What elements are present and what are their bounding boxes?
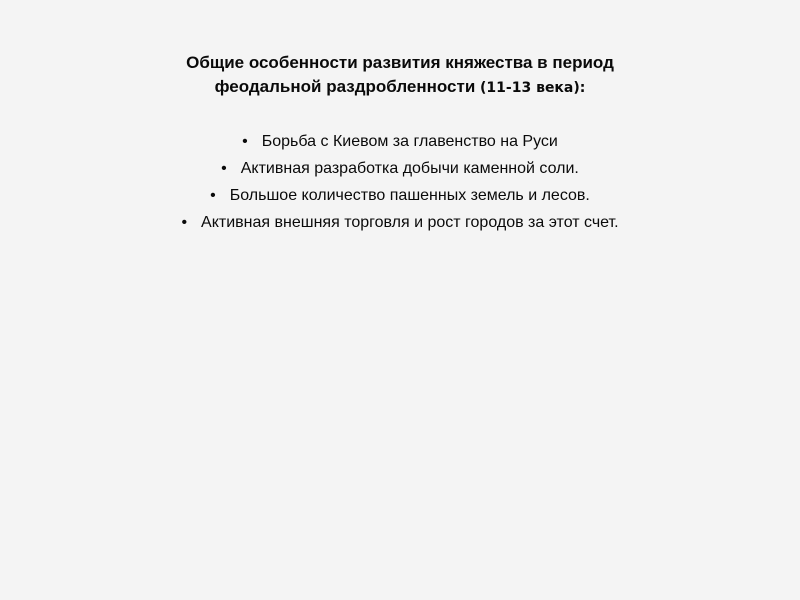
bullet-icon: • bbox=[242, 133, 248, 150]
list-item bbox=[0, 128, 800, 155]
list-item-text: Борьба с Киевом за главенство на Руси bbox=[261, 133, 558, 150]
list-item bbox=[0, 209, 800, 236]
title-line-2 bbox=[0, 75, 800, 100]
title-period-note: (11-13 века): bbox=[480, 80, 586, 96]
bullet-icon: • bbox=[221, 160, 227, 177]
list-item bbox=[0, 182, 800, 209]
list-item-text: Активная внешняя торговля и рост городов за этот счет. bbox=[201, 214, 619, 231]
list-item-text: Активная разработка добычи каменной соли. bbox=[240, 160, 579, 177]
slide-title bbox=[0, 51, 800, 100]
list-item-text: Большое количество пашенных земель и лесов. bbox=[229, 187, 590, 204]
bullet-icon: • bbox=[210, 187, 216, 204]
list-item bbox=[0, 155, 800, 182]
bullet-icon: • bbox=[181, 214, 188, 231]
title-main-text: феодальной раздробленности bbox=[214, 77, 476, 96]
title-line-1: Общие особенности развития княжества в период bbox=[186, 53, 614, 72]
bullet-list bbox=[0, 128, 800, 236]
